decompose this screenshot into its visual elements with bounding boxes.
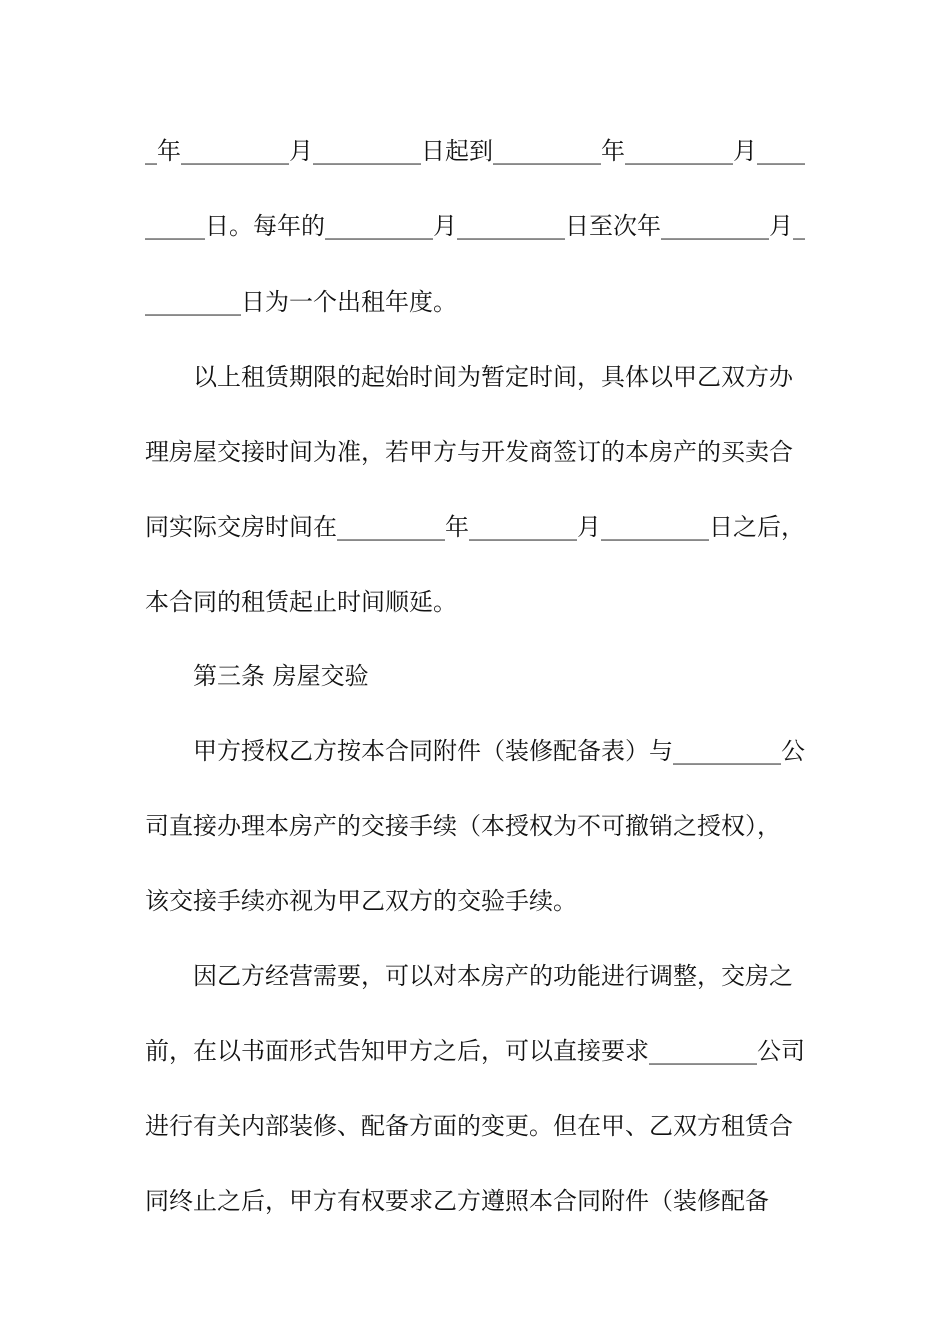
text-line: _____日。每年的_________月_________日至次年_________月_ — [145, 212, 805, 240]
text-line: 本合同的租赁起止时间顺延。 — [145, 588, 457, 616]
text-line: _年_________月_________日起到_________年_________月____ — [145, 137, 805, 165]
text-line: 前，在以书面形式告知甲方之后，可以直接要求_________公司 — [145, 1037, 805, 1065]
text-line: 进行有关内部装修、配备方面的变更。但在甲、乙双方租赁合 — [145, 1112, 793, 1140]
text-line: 理房屋交接时间为准，若甲方与开发商签订的本房产的买卖合 — [145, 438, 793, 466]
paragraph-first-line: 因乙方经营需要，可以对本房产的功能进行调整，交房之 — [193, 962, 793, 990]
section-heading: 第三条 房屋交验 — [193, 662, 369, 690]
paragraph-first-line: 以上租赁期限的起始时间为暂定时间，具体以甲乙双方办 — [193, 363, 793, 391]
text-line: 司直接办理本房产的交接手续（本授权为不可撤销之授权）， — [145, 812, 781, 840]
text-line: ________日为一个出租年度。 — [145, 288, 457, 316]
paragraph-first-line: 甲方授权乙方按本合同附件（装修配备表）与_________公 — [193, 737, 805, 765]
text-line: 同终止之后，甲方有权要求乙方遵照本合同附件（装修配备 — [145, 1187, 769, 1215]
text-line: 同实际交房时间在_________年_________月_________日之后， — [145, 513, 805, 541]
text-line: 该交接手续亦视为甲乙双方的交验手续。 — [145, 887, 577, 915]
